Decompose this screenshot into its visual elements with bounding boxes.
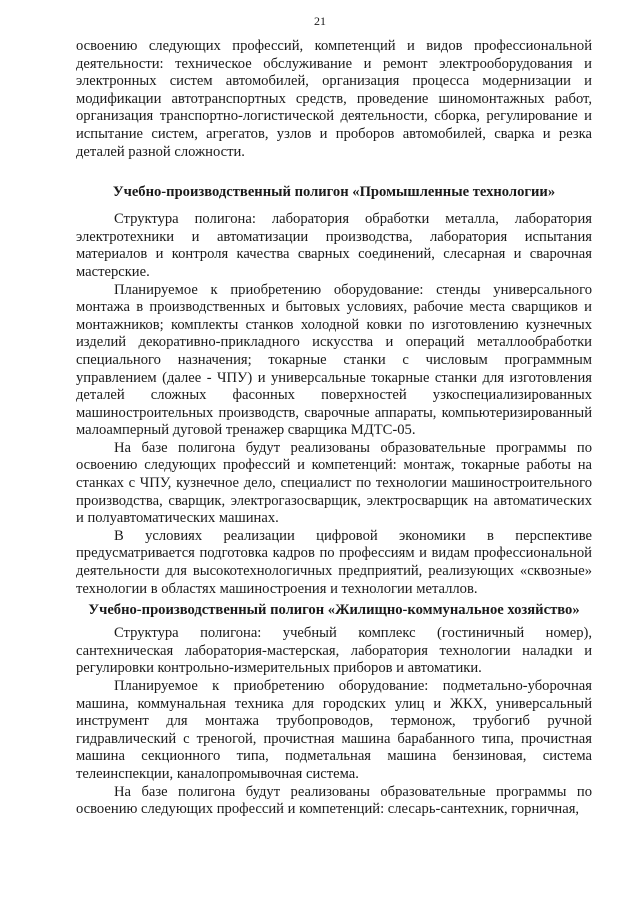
- paragraph-intro: освоению следующих профессий, компетенций и видов профессиональной деятельности: техническое обслуживание и ремонт электрооборудования и электронных систем автомобилей, организация процесса модернизации и модификации автотранспортных средств, проведение шиномонтажных работ, организация транспортно-логистической деятельности, сборка, регулирование и испытание систем, агрегатов, узлов и проборов автомобилей, сварка и резка деталей разной сложности.: [76, 38, 592, 160]
- paragraph-equipment: Планируемое к приобретению оборудование: стенды универсального монтажа в производственных и бытовых условиях, рабочие места сварщиков и монтажников; комплекты станков холодной ковки по изготовлению кузнечных изделий декоративно-прикладного искусства и операций металлообработки специального назначения; токарные станки с числовым программным управлением (далее - ЧПУ) и универсальные токарные станки для изготовления деталей сложных фасонных поверхностей узкоспециализированных машиностроительных производств, сварочные аппараты, компьютеризированный малоамперный дуговой тренажер сварщика МДТС-05.: [76, 281, 592, 439]
- paragraph-structure: Структура полигона: лаборатория обработки металла, лаборатория электротехники и автоматизации производства, лаборатория испытания материалов и контроля качества сварных соединений, слесарная и сварочная мастерские.: [76, 211, 592, 280]
- section-heading-housing-utilities: Учебно-производственный полигон «Жилищно-коммунальное хозяйство»: [88, 602, 580, 619]
- paragraph-digital-economy: В условиях реализации цифровой экономики в перспективе предусматривается подготовка кадров по профессиям и видам профессиональной деятельности для высокотехнологичных предприятий, реализующих «сквозные» технологии в областях машиностроения и технологии металлов.: [76, 527, 592, 597]
- page-number: 21: [314, 14, 326, 28]
- paragraph-programs: На базе полигона будут реализованы образовательные программы по освоению следующих профессий и компетенций: монтаж, токарные работы на станках с ЧПУ, кузнечное дело, специалист по технологии машиностроительного производства, сварщик, электрогазосварщик, электросварщик на автоматических и полуавтоматических машинах.: [76, 439, 592, 527]
- paragraph-equipment: Планируемое к приобретению оборудование: подметально-уборочная машина, коммунальная техника для городских улиц и ЖКХ, универсальный инструмент для монтажа трубопроводов, термонож, трубогиб ручной гидравлический с треногой, прочистная машина барабанного типа, прочистная машина секционного типа, подметальная машина бензиновая, система телеинспекции, каналопромывочная система.: [76, 678, 592, 782]
- document-body: [76, 38, 592, 819]
- paragraph-programs: На базе полигона будут реализованы образовательные программы по освоению следующих профессий и компетенций: слесарь-сантехник, горничная,: [76, 783, 592, 818]
- section-heading-industrial-technologies: Учебно-производственный полигон «Промышленные технологии»: [112, 184, 556, 201]
- paragraph-structure: Структура полигона: учебный комплекс (гостиничный номер), сантехническая лаборатория-мастерская, лаборатория технологии наладки и регулировки контрольно-измерительных приборов и автоматики.: [76, 625, 592, 677]
